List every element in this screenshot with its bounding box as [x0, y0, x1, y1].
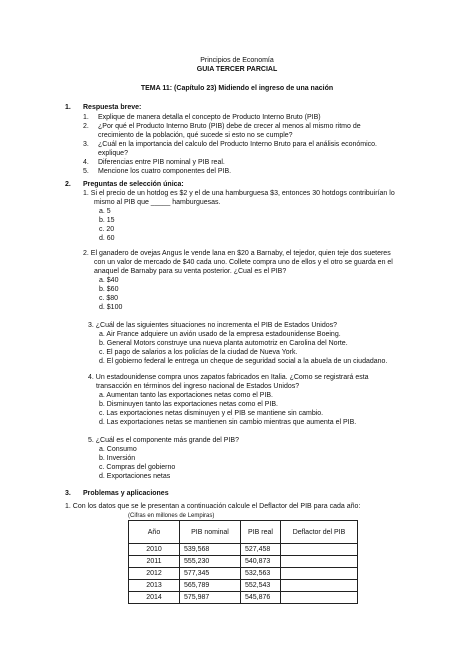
answer-option: d. El gobierno federal le entrega un cheque de seguridad social a la abuela de un ciudadano.	[99, 358, 388, 365]
s1-item-text: Diferencias entre PIB nominal y PIB real.	[98, 159, 225, 166]
problem-text: 1. Con los datos que se le presentan a continuación calcule el Deflactor del PIB para cada año:	[65, 503, 361, 510]
answer-option: d. Exportaciones netas	[99, 473, 171, 480]
s1-item-number: 3.	[83, 141, 89, 148]
question-text: 4. Un estadounidense compra unos zapatos fabricados en Italia. ¿Como se registrará esta	[88, 374, 369, 381]
table-cell: 2012	[129, 568, 180, 580]
table-cell: 527,458	[241, 544, 281, 556]
table-cell: 2013	[129, 580, 180, 592]
table-cell: 532,563	[241, 568, 281, 580]
answer-option: b. Disminuyen tanto las exportaciones netas como el PIB.	[99, 401, 278, 408]
table-row	[129, 556, 358, 568]
table-row	[129, 592, 358, 604]
answer-option: a. Air France adquiere un avión usado de la empresa estadounidense Boeing.	[99, 331, 341, 338]
answer-option: c. Compras del gobierno	[99, 464, 176, 471]
table-cell	[281, 592, 358, 604]
answer-option: c. El pago de salarios a los policías de la ciudad de Nueva York.	[99, 349, 298, 356]
s1-item-number: 5.	[83, 168, 89, 175]
table-cell	[281, 580, 358, 592]
table-row	[129, 568, 358, 580]
answer-option: c. 20	[99, 226, 115, 233]
column-header: Año	[129, 521, 180, 544]
course-title: Principios de Economía	[200, 57, 274, 64]
s1-item-text: crecimiento de la población, qué sucede si esto no se cumple?	[98, 132, 293, 139]
s1-item-text: ¿Cuál en la importancia del calculo del Producto Interno Bruto para el análisis económico.	[98, 141, 377, 148]
s1-item-number: 4.	[83, 159, 89, 166]
answer-option: a. $40	[99, 277, 119, 284]
answer-option: c. $80	[99, 295, 119, 302]
answer-option: d. 60	[99, 235, 115, 242]
question-text: con un valor de mercado de $40 cada uno. Collete compra uno de ellos y el otro se guarda en el	[94, 259, 393, 266]
section-1-number: 1.	[65, 104, 71, 111]
answer-option: b. 15	[99, 217, 115, 224]
table-cell: 565,789	[180, 580, 241, 592]
section-3-number: 3.	[65, 490, 71, 497]
table-cell: 575,987	[180, 592, 241, 604]
table-row	[129, 544, 358, 556]
answer-option: a. Aumentan tanto las exportaciones netas como el PIB.	[99, 392, 273, 399]
section-2-number: 2.	[65, 181, 71, 188]
question-text: anaquel de Barnaby para su venta posterior. ¿Cual es el PIB?	[94, 268, 287, 275]
column-header: PIB real	[241, 521, 281, 544]
table-caption: (Cifras en millones de Lempiras)	[128, 513, 215, 519]
table-cell: 540,873	[241, 556, 281, 568]
s1-item-text: ¿Por qué el Producto Interno Bruto (PIB) debe de crecer al menos al mismo ritmo de	[98, 123, 361, 130]
table-cell: 577,345	[180, 568, 241, 580]
column-header: PIB nominal	[180, 521, 241, 544]
answer-option: b. General Motors construye una nueva planta automotriz en Carolina del Norte.	[99, 340, 348, 347]
table-row	[129, 580, 358, 592]
table-cell: 2010	[129, 544, 180, 556]
topic-title: TEMA 11: (Capítulo 23) Midiendo el ingreso de una nación	[140, 85, 334, 92]
s1-item-number: 2.	[83, 123, 89, 130]
guide-title: GUIA TERCER PARCIAL	[196, 66, 278, 73]
pib-table	[128, 520, 358, 604]
table-cell: 555,230	[180, 556, 241, 568]
question-text: transacción en términos del ingreso nacional de Estados Unidos?	[96, 383, 300, 390]
table-cell: 2014	[129, 592, 180, 604]
section-2-title: Preguntas de selección única:	[83, 181, 184, 188]
table-cell	[281, 544, 358, 556]
question-text: 3. ¿Cuál de las siguientes situaciones no incrementa el PIB de Estados Unidos?	[88, 322, 338, 329]
answer-option: b. $60	[99, 286, 119, 293]
answer-option: b. Inversión	[99, 455, 136, 462]
answer-option: c. Las exportaciones netas disminuyen y el PIB se mantiene sin cambio.	[99, 410, 324, 417]
section-1-title: Respuesta breve:	[83, 104, 142, 111]
section-3-title: Problemas y aplicaciones	[83, 490, 169, 497]
table-header-row	[129, 521, 358, 544]
question-text: mismo al PIB que _____ hamburguesas.	[94, 199, 221, 206]
table-cell	[281, 568, 358, 580]
answer-option: a. 5	[99, 208, 111, 215]
table-cell: 552,543	[241, 580, 281, 592]
question-text: 2. El ganadero de ovejas Angus le vende lana en $20 a Barnaby, el tejedor, quien teje dos sueteres	[83, 250, 391, 257]
column-header: Deflactor del PIB	[281, 521, 358, 544]
table-cell	[281, 556, 358, 568]
table-cell: 539,568	[180, 544, 241, 556]
answer-option: d. $100	[99, 304, 123, 311]
s1-item-text: Explique de manera detalla el concepto de Producto Interno Bruto (PIB)	[98, 114, 321, 121]
s1-item-text: explique?	[98, 150, 128, 157]
s1-item-text: Mencione los cuatro componentes del PIB.	[98, 168, 232, 175]
question-text: 1. Si el precio de un hotdog es $2 y el de una hamburguesa $3, entonces 30 hotdogs contribuirían lo	[83, 190, 395, 197]
s1-item-number: 1.	[83, 114, 89, 121]
table-cell: 2011	[129, 556, 180, 568]
table-cell: 545,876	[241, 592, 281, 604]
answer-option: d. Las exportaciones netas se mantienen sin cambio mientras que aumenta el PIB.	[99, 419, 357, 426]
question-text: 5. ¿Cuál es el componente más grande del PIB?	[88, 437, 239, 444]
answer-option: a. Consumo	[99, 446, 137, 453]
